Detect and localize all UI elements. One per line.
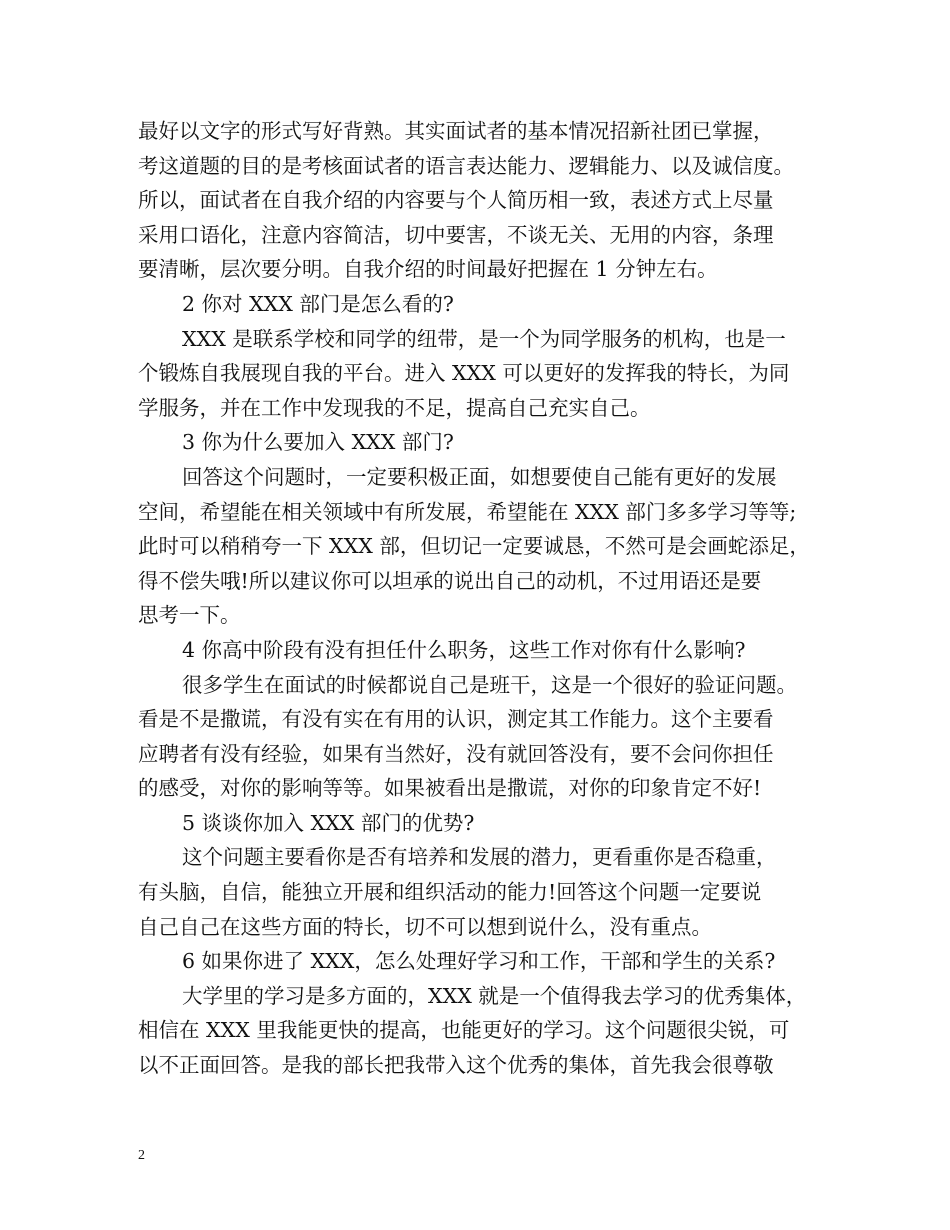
text-line: 2 你对 XXX 部门是怎么看的? bbox=[182, 291, 454, 316]
text-line: 6 如果你进了 XXX，怎么处理好学习和工作，干部和学生的关系? bbox=[182, 949, 776, 974]
text-line: 空间，希望能在相关领域中有所发展，希望能在 XXX 部门多多学习等等; bbox=[138, 499, 797, 524]
text-line: 很多学生在面试的时候都说自己是班干，这是一个很好的验证问题。 bbox=[182, 672, 797, 697]
text-line: 有头脑，自信，能独立开展和组织活动的能力!回答这个问题一定要说 bbox=[138, 880, 762, 905]
text-line: 应聘者有没有经验，如果有当然好，没有就回答没有，要不会问你担任 bbox=[138, 741, 774, 766]
text-line: 4 你高中阶段有没有担任什么职务，这些工作对你有什么影响? bbox=[182, 637, 746, 662]
text-line: 的感受，对你的影响等等。如果被看出是撒谎，对你的印象肯定不好! bbox=[138, 776, 762, 801]
text-line: 考这道题的目的是考核面试者的语言表达能力、逻辑能力、以及诚信度。 bbox=[138, 153, 794, 178]
text-line: 大学里的学习是多方面的，XXX 就是一个值得我去学习的优秀集体， bbox=[182, 983, 807, 1008]
text-line: 思考一下。 bbox=[138, 603, 241, 628]
text-line: 得不偿失哦!所以建议你可以坦承的说出自己的动机，不过用语还是要 bbox=[138, 568, 762, 593]
text-line: 采用口语化，注意内容简洁，切中要害，不谈无关、无用的内容，条理 bbox=[138, 222, 774, 247]
text-line: 这个问题主要看你是否有培养和发展的潜力，更看重你是否稳重， bbox=[182, 845, 777, 870]
text-line: 此时可以稍稍夸一下 XXX 部，但切记一定要诚恳，不然可是会画蛇添足， bbox=[138, 534, 810, 559]
text-line: 要清晰，层次要分明。自我介绍的时间最好把握在 1 分钟左右。 bbox=[138, 257, 718, 282]
text-line: 个锻炼自我展现自我的平台。进入 XXX 可以更好的发挥我的特长，为同 bbox=[138, 361, 790, 386]
text-line: 学服务，并在工作中发现我的不足，提高自己充实自己。 bbox=[138, 395, 651, 420]
text-line: 看是不是撒谎，有没有实在有用的认识，测定其工作能力。这个主要看 bbox=[138, 707, 774, 732]
text-line: 以不正面回答。是我的部长把我带入这个优秀的集体，首先我会很尊敬 bbox=[138, 1053, 774, 1078]
text-line: 自己自己在这些方面的特长，切不可以想到说什么，没有重点。 bbox=[138, 914, 712, 939]
text-line: 5 谈谈你加入 XXX 部门的优势? bbox=[182, 810, 475, 835]
text-line: 相信在 XXX 里我能更快的提高，也能更好的学习。这个问题很尖锐，可 bbox=[138, 1018, 790, 1043]
document-body bbox=[138, 114, 828, 1083]
text-line: 所以，面试者在自我介绍的内容要与个人简历相一致，表述方式上尽量 bbox=[138, 188, 774, 213]
text-line: 回答这个问题时，一定要积极正面，如想要使自己能有更好的发展 bbox=[182, 464, 777, 489]
text-line: 最好以文字的形式写好背熟。其实面试者的基本情况招新社团已掌握， bbox=[138, 119, 774, 143]
text-line: 3 你为什么要加入 XXX 部门? bbox=[182, 430, 454, 455]
text-line: XXX 是联系学校和同学的纽带，是一个为同学服务的机构，也是一 bbox=[182, 326, 786, 351]
page-number: 2 bbox=[138, 1148, 145, 1163]
